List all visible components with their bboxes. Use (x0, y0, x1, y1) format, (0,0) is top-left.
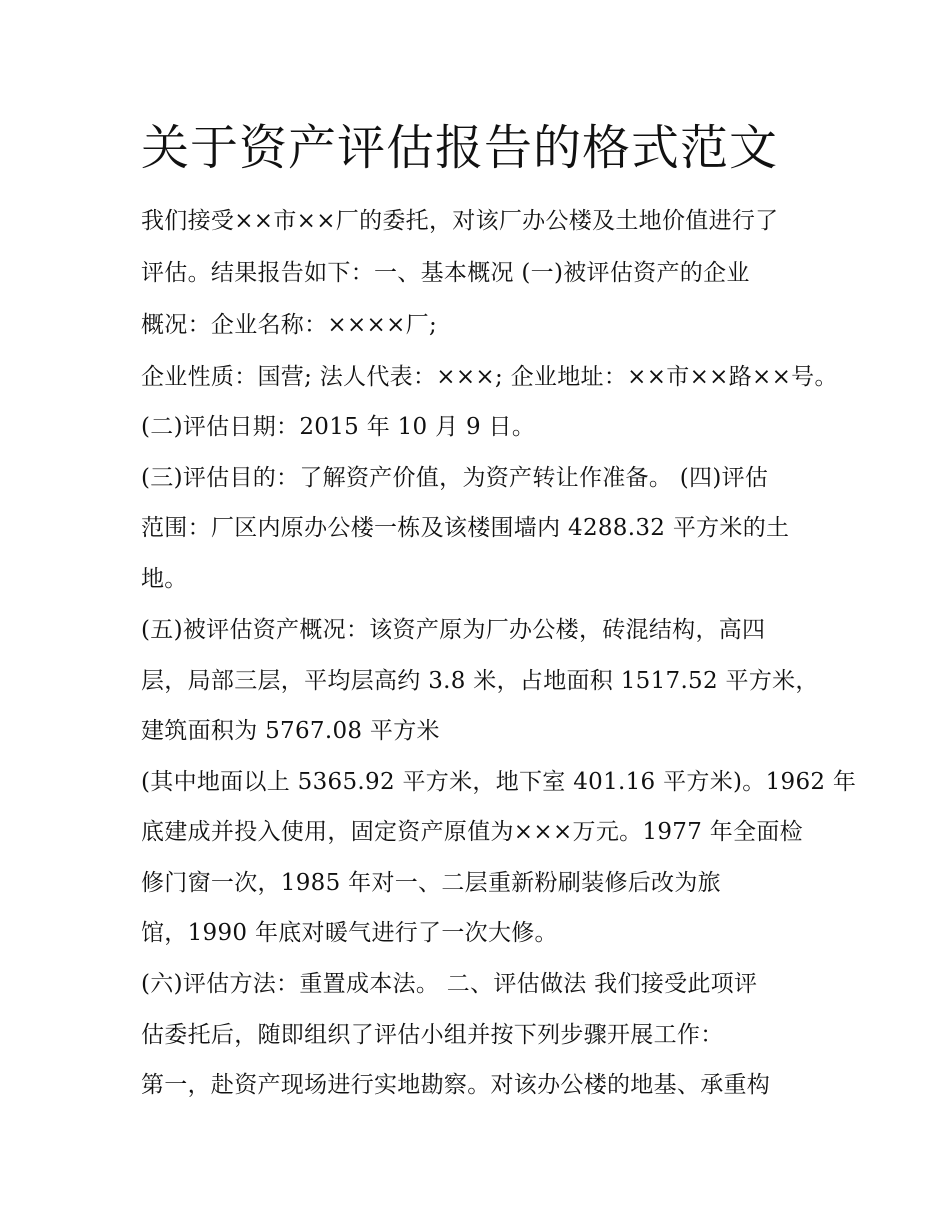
text-line: 底建成并投入使用，固定资产原值为×××万元。1977 年全面检 (141, 819, 803, 845)
text-line: (二)评估日期：2015 年 10 月 9 日。 (141, 414, 536, 440)
text-line: 第一，赴资产现场进行实地勘察。对该办公楼的地基、承重构 (141, 1072, 771, 1098)
text-line: 修门窗一次，1985 年对一、二层重新粉刷装修后改为旅 (141, 870, 721, 896)
text-line: 我们接受××市××厂的委托，对该厂办公楼及土地价值进行了 (141, 208, 779, 234)
document-title: 关于资产评估报告的格式范文 (141, 120, 779, 176)
text-line: 企业性质：国营; 法人代表：×××; 企业地址：××市××路××号。 (141, 364, 838, 390)
text-line: 地。 (141, 566, 188, 592)
text-line: (三)评估目的：了解资产价值，为资产转让作准备。 (四)评估 (141, 465, 769, 491)
text-line: 建筑面积为 5767.08 平方米 (141, 718, 440, 744)
text-line: (五)被评估资产概况：该资产原为厂办公楼，砖混结构，高四 (141, 617, 766, 643)
text-line: (六)评估方法：重置成本法。 二、评估做法 我们接受此项评 (141, 971, 758, 997)
text-line: 估委托后，随即组织了评估小组并按下列步骤开展工作： (141, 1022, 724, 1048)
text-line: 范围：厂区内原办公楼一栋及该楼围墙内 4288.32 平方米的土 (141, 515, 790, 541)
text-line: (其中地面以上 5365.92 平方米，地下室 401.16 平方米)。1962 年 (141, 769, 857, 795)
text-line: 层，局部三层，平均层高约 3.8 米，占地面积 1517.52 平方米， (141, 668, 819, 694)
text-line: 馆，1990 年底对暖气进行了一次大修。 (141, 920, 558, 946)
text-line: 概况：企业名称：××××厂; (141, 312, 438, 338)
text-line: 评估。结果报告如下：一、基本概况 (一)被评估资产的企业 (141, 260, 750, 286)
